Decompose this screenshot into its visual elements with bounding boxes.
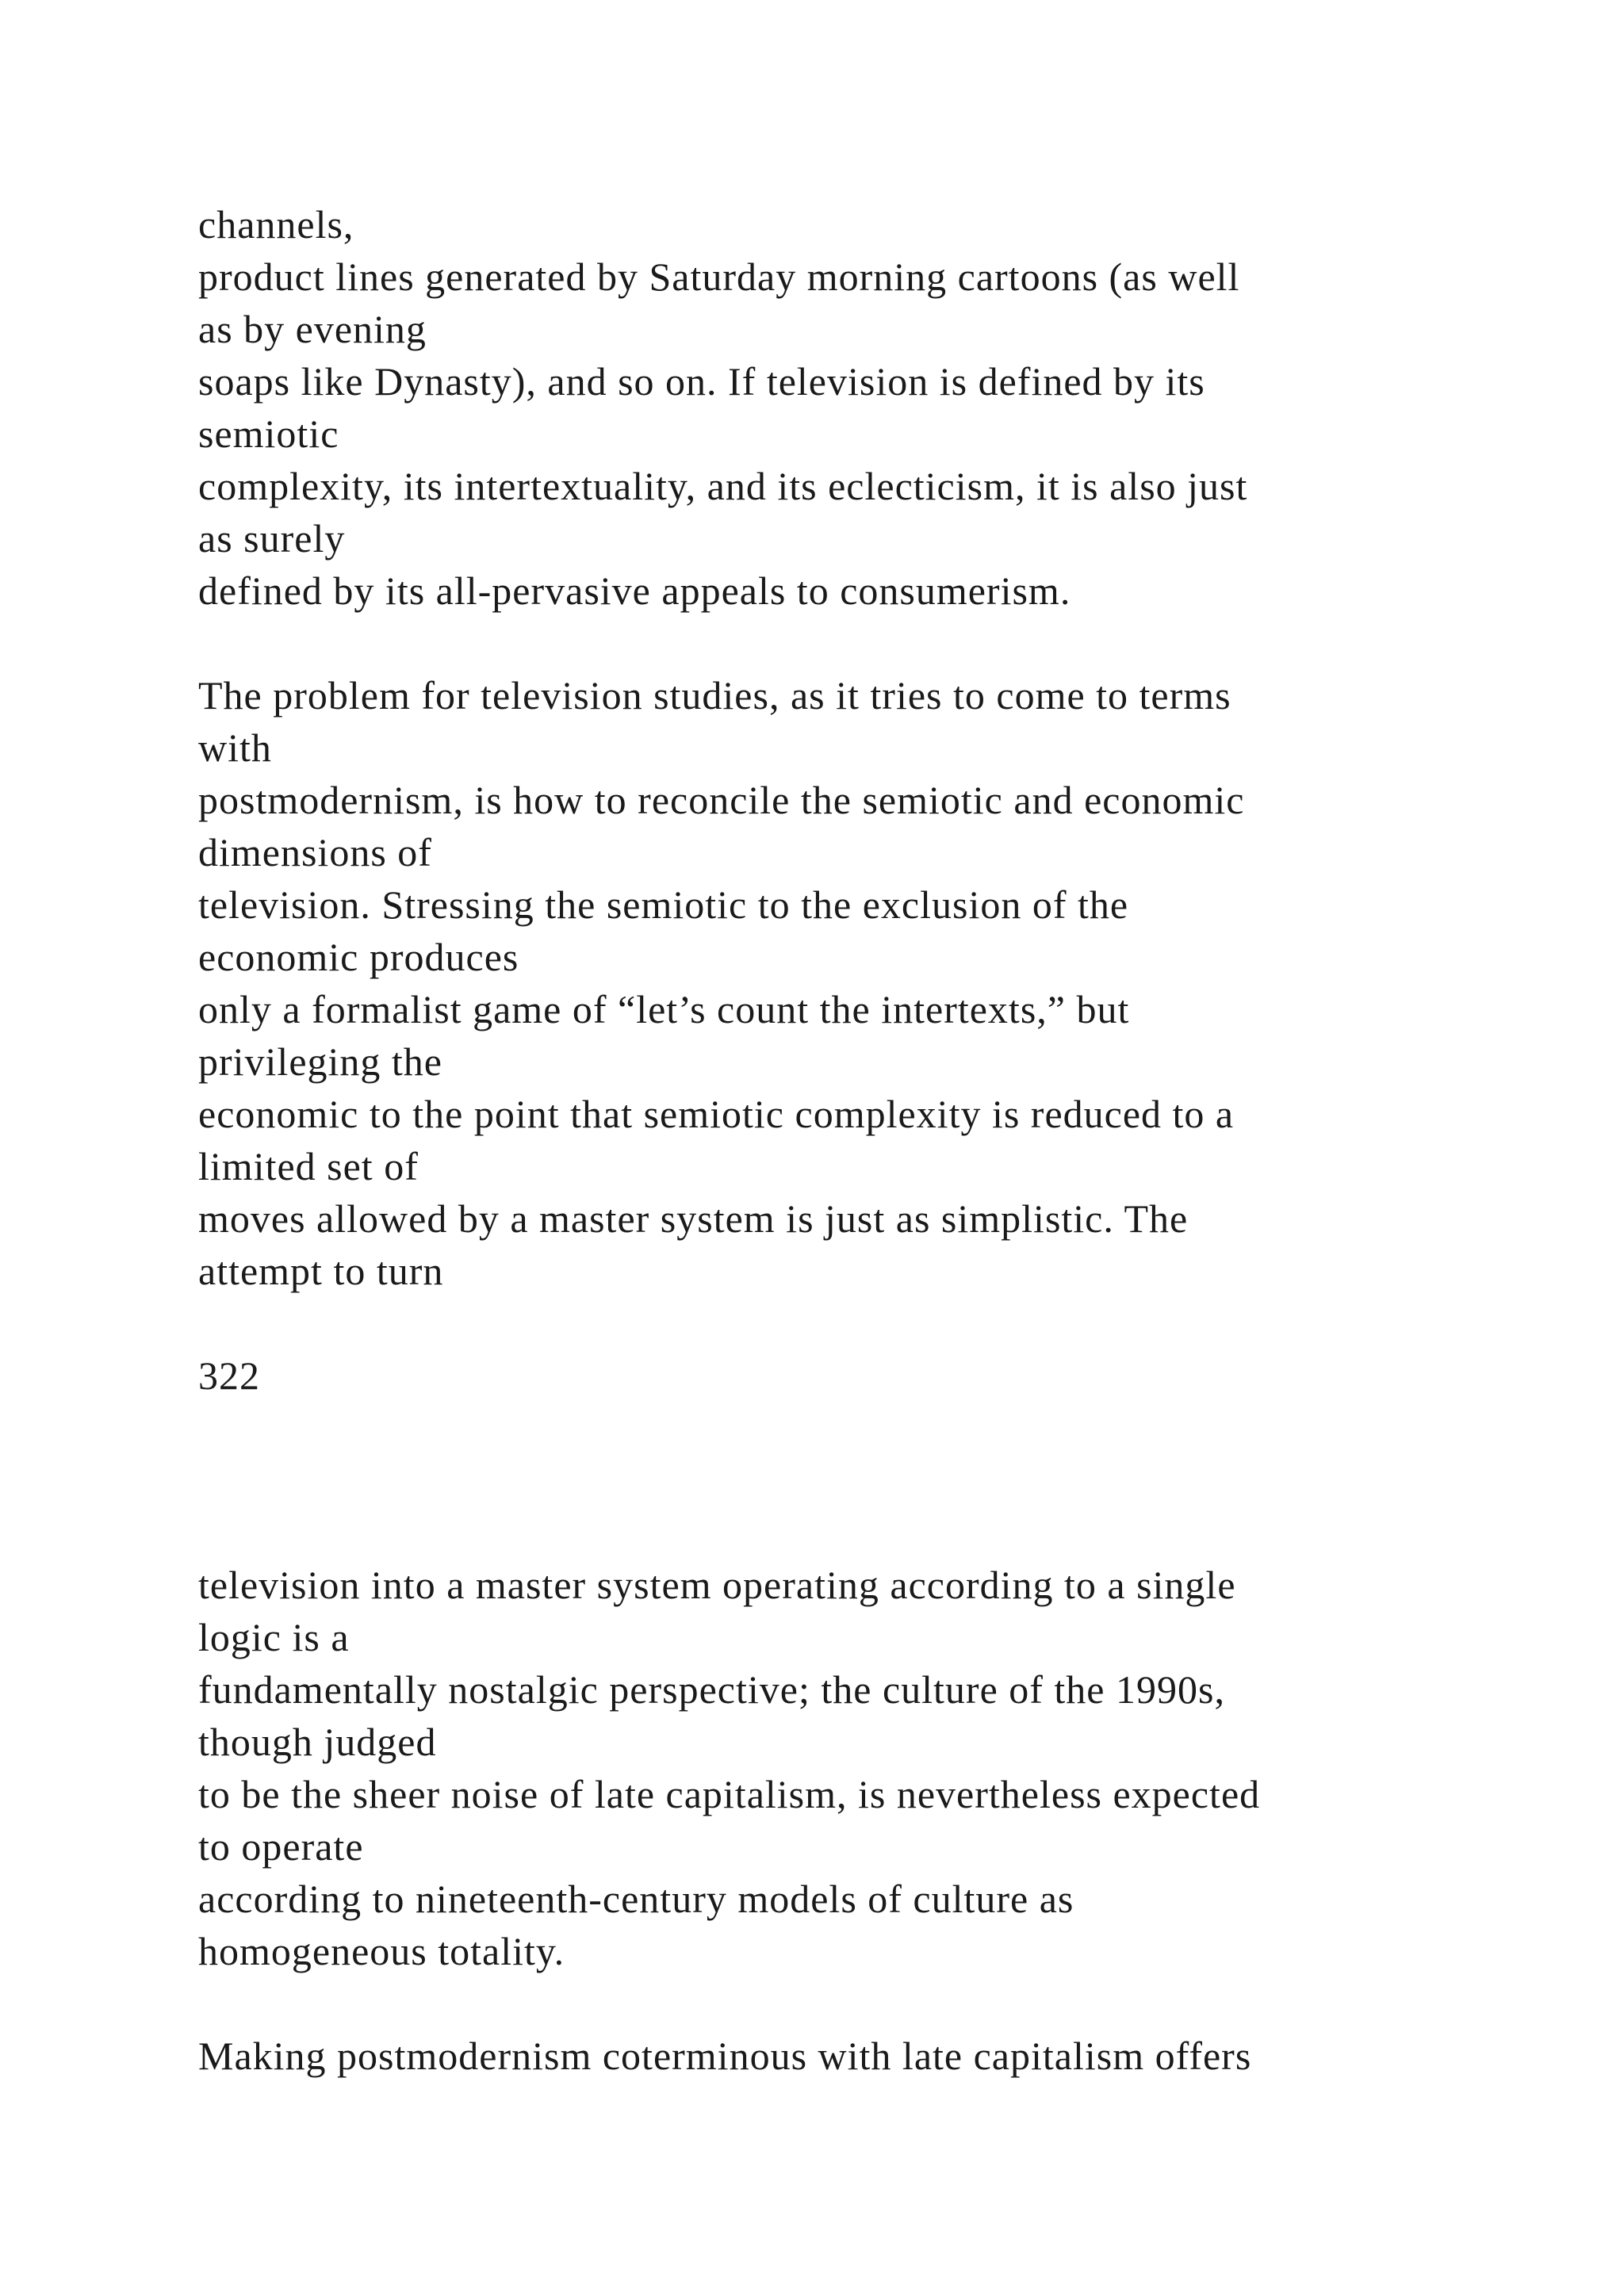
- text-line: dimensions of: [198, 830, 432, 874]
- text-line: privileging the: [198, 1039, 442, 1084]
- text-line: product lines generated by Saturday morning cartoons (as well: [198, 254, 1240, 299]
- text-line: only a formalist game of “let’s count the intertexts,” but: [198, 987, 1130, 1031]
- paragraph-gap: [198, 1297, 1546, 1349]
- text-line: economic produces: [198, 935, 519, 979]
- document-page: [198, 198, 1546, 2082]
- text-line: though judged: [198, 1720, 437, 1764]
- text-line: economic to the point that semiotic complexity is reduced to a: [198, 1092, 1235, 1136]
- text-line: Making postmodernism coterminous with late capitalism offers: [198, 2034, 1252, 2078]
- text-line: channels,: [198, 202, 354, 247]
- text-line: with: [198, 725, 272, 770]
- text-line: The problem for television studies, as it tries to come to terms: [198, 673, 1231, 718]
- text-line: logic is a: [198, 1615, 350, 1659]
- paragraph-consumerism: [198, 198, 1546, 617]
- text-line: according to nineteenth-century models of culture as: [198, 1877, 1074, 1921]
- text-line: television. Stressing the semiotic to the exclusion of the: [198, 882, 1129, 927]
- text-line: to be the sheer noise of late capitalism, is nevertheless expected: [198, 1772, 1261, 1816]
- text-line: moves allowed by a master system is just as simplistic. The: [198, 1196, 1189, 1241]
- text-line: defined by its all-pervasive appeals to consumerism.: [198, 568, 1071, 613]
- text-line: postmodernism, is how to reconcile the semiotic and economic: [198, 778, 1245, 822]
- text-line: as surely: [198, 516, 346, 561]
- paragraph-television-studies: [198, 669, 1546, 1297]
- text-line: semiotic: [198, 411, 339, 456]
- text-line: complexity, its intertextuality, and its eclecticism, it is also just: [198, 464, 1248, 508]
- page-break: [198, 1402, 1546, 1559]
- paragraph-gap: [198, 617, 1546, 669]
- text-line: as by evening: [198, 307, 427, 351]
- text-line: fundamentally nostalgic perspective; the culture of the 1990s,: [198, 1667, 1225, 1712]
- text-line: limited set of: [198, 1144, 419, 1188]
- text-line: television into a master system operating according to a single: [198, 1563, 1236, 1607]
- text-line: to operate: [198, 1824, 364, 1869]
- text-line: homogeneous totality.: [198, 1929, 565, 1973]
- paragraph-gap: [198, 1977, 1546, 2030]
- page-number: 322: [198, 1353, 260, 1398]
- paragraph-master-system: [198, 1559, 1546, 1977]
- paragraph-late-capitalism: [198, 2030, 1546, 2082]
- text-line: attempt to turn: [198, 1249, 444, 1293]
- text-line: soaps like Dynasty), and so on. If television is defined by its: [198, 359, 1205, 404]
